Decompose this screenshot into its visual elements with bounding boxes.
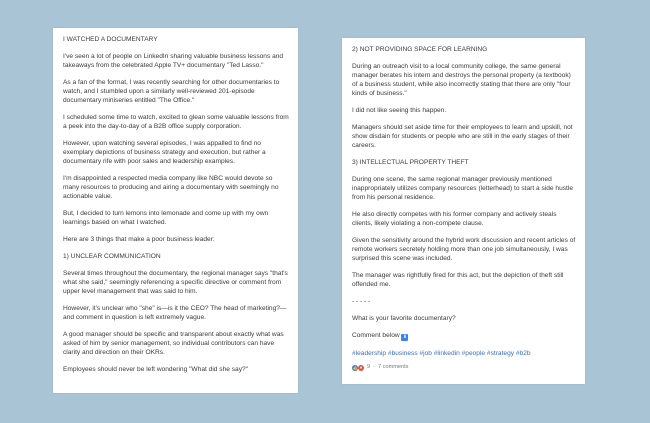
- separator: ·: [373, 364, 375, 370]
- post-paragraph: During an outreach visit to a local community college, the same general manager berates his intern and destroys the personal property (a textbook) of a business student, while also incorrectly stating that there are only "four kinds of business.": [352, 63, 571, 97]
- post-paragraph: What is your favorite documentary?: [352, 315, 456, 322]
- right-post-body: [352, 45, 576, 323]
- right-post-panel: [342, 38, 585, 384]
- left-post-panel: [53, 28, 298, 393]
- post-paragraph: 1) UNCLEAR COMMUNICATION: [63, 253, 161, 260]
- post-paragraph: 2) NOT PROVIDING SPACE FOR LEARNING: [352, 46, 488, 53]
- comments-count[interactable]: 7 comments: [378, 364, 409, 370]
- comment-prompt: Comment below ⬇: [352, 332, 408, 340]
- post-paragraph: Employees should never be left wondering "What did she say?": [63, 366, 249, 373]
- like-reaction-icon: 👍: [352, 364, 358, 370]
- down-arrow-icon: ⬇: [402, 334, 408, 340]
- hashtags[interactable]: #leadership #business #job #linkedin #people #strategy #b2b: [352, 350, 531, 357]
- social-counts: [352, 363, 576, 372]
- post-paragraph: During one scene, the same regional manager previously mentioned inappropriately utilizes company resources (letterhead) to start a side hustle from his personal residence.: [352, 176, 574, 201]
- post-paragraph: However, upon watching several episodes, I was appalled to find no exemplary depictions of business strategy and execution, but rather a documentary rife with poor sales and leadership examples.: [63, 140, 266, 165]
- reaction-count[interactable]: 9: [367, 364, 371, 370]
- post-paragraph: Given the sensitivity around the hybrid work discussion and recent articles of remote workers secretely holding more than one job simultaneously, I was surprised this scene was included.: [352, 237, 576, 262]
- post-paragraph: - - - - -: [352, 298, 371, 305]
- post-paragraph: But, I decided to turn lemons into lemonade and come up with my own learnings based on what I watched.: [63, 210, 269, 226]
- post-paragraph: The manager was rightfully fired for this act, but the depiction of theft still offended me.: [352, 272, 564, 288]
- post-paragraph: I did not like seeing this happen.: [352, 107, 447, 114]
- post-paragraph: 3) INTELLECTUAL PROPERTY THEFT: [352, 159, 469, 166]
- post-paragraph: As a fan of the format, I was recently searching for other documentaries to watch, and I stumbled upon a similarly well-reviewed 201-episode documentary miniseries entitled "The Office.": [63, 79, 280, 104]
- post-paragraph: I WATCHED A DOCUMENTARY: [63, 36, 158, 43]
- post-paragraph: I scheduled some time to watch, excited to glean some valuable lessons from a peek into the day-to-day of a B2B office supply corporation.: [63, 114, 289, 130]
- love-reaction-icon: ♥: [359, 364, 363, 370]
- post-paragraph: I'm disappointed a respected media company like NBC would devote so many resources to producing and airing a documentary with seemingly no actionable value.: [63, 175, 279, 200]
- post-paragraph: Several times throughout the documentary, the regional manager says "that's what she said," seemingly referencing a specific directive or comment from upper level management that was said to him.: [63, 270, 288, 295]
- post-paragraph: A good manager should be specific and transparent about exactly what was asked of him by senior management, so individual contributors can have clarity and direction on their OKRs.: [63, 331, 284, 356]
- post-paragraph: Here are 3 things that make a poor business leader:: [63, 236, 215, 243]
- post-paragraph: I've seen a lot of people on LinkedIn sharing valuable business lessons and takeaways from the celebrated Apple TV+ documentary "Ted Lasso.": [63, 53, 284, 69]
- post-paragraph: Managers should set aside time for their employees to learn and upskill, not show disdain for students or people who are still in the early stages of their careers.: [352, 124, 573, 149]
- post-paragraph: However, it's unclear who "she" is—is it the CEO? The head of marketing?—and comment in question is left extremely vague.: [63, 305, 287, 321]
- post-paragraph: He also directly competes with his former company and actively steals clients, likely violating a non-compete clause.: [352, 211, 557, 227]
